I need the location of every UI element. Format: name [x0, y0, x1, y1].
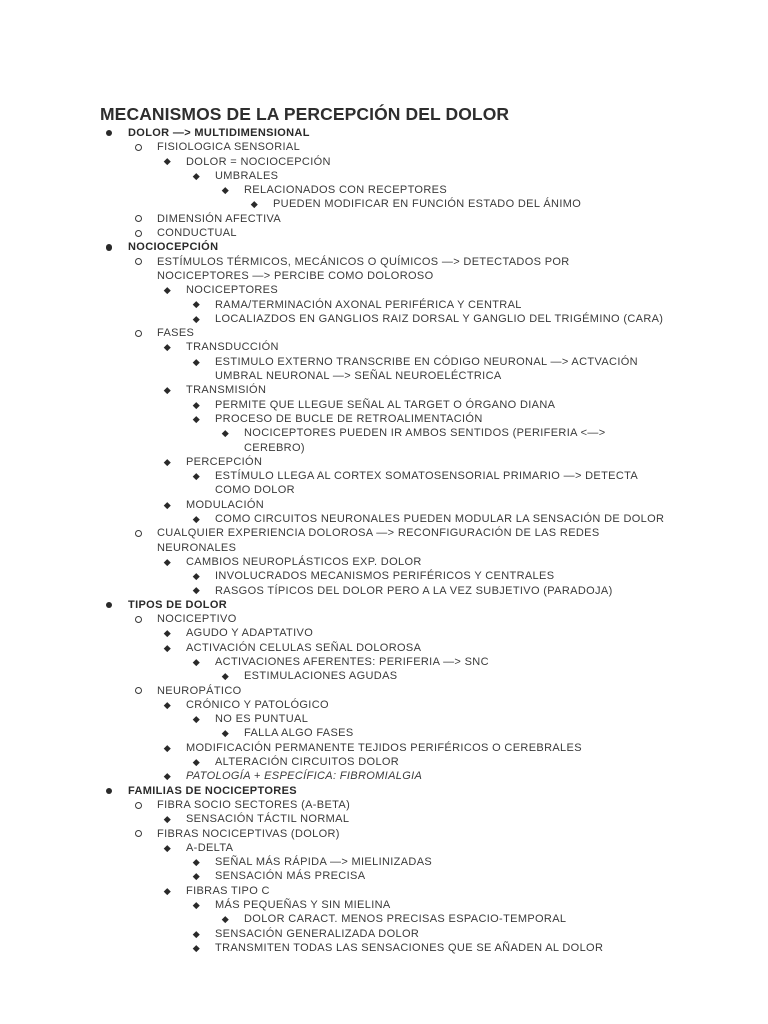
outline-item-continuation — [0, 541, 768, 555]
outline-item-text: DIMENSIÓN AFECTIVA — [157, 212, 282, 225]
outline-item — [0, 412, 768, 426]
outline-item-text: CAMBIOS NEUROPLÁSTICOS EXP. DOLOR — [186, 555, 422, 568]
outline-item — [0, 126, 768, 140]
outline-item — [0, 712, 768, 726]
outline-item-text: NO ES PUNTUAL — [215, 713, 309, 726]
outline-item — [0, 841, 768, 855]
outline-item-text: ALTERACIÓN CIRCUITOS DOLOR — [215, 756, 400, 769]
outline-item — [0, 726, 768, 740]
outline-item-text: TRANSDUCCIÓN — [186, 341, 279, 354]
outline-item — [0, 498, 768, 512]
outline-item-text: DOLOR = NOCIOCEPCIÓN — [186, 155, 331, 168]
outline-item-text: INVOLUCRADOS MECANISMOS PERIFÉRICOS Y CENTRALES — [215, 570, 555, 583]
diamond-bullet-icon — [162, 769, 172, 783]
outline-item-text: MÁS PEQUEÑAS Y SIN MIELINA — [215, 899, 391, 912]
outline-item-text: FIBRAS NOCICEPTIVAS (DOLOR) — [157, 827, 340, 840]
outline-item-text: A-DELTA — [186, 841, 234, 854]
outline-item-text: FASES — [157, 327, 195, 340]
outline-item — [0, 584, 768, 598]
outline-item-text: RASGOS TÍPICOS DEL DOLOR PERO A LA VEZ SUBJETIVO (PARADOJA) — [215, 584, 613, 597]
outline-item — [0, 812, 768, 826]
outline-item-text: FAMILIAS DE NOCICEPTORES — [128, 784, 297, 797]
outline-item-text: PATOLOGÍA + ESPECÍFICA: FIBROMIALGIA — [186, 770, 423, 783]
diamond-bullet-icon — [249, 197, 259, 211]
outline-item — [0, 912, 768, 926]
outline-item-text: RELACIONADOS CON RECEPTORES — [244, 184, 448, 197]
outline-item — [0, 426, 768, 440]
disc-bullet-icon — [104, 126, 114, 140]
outline-item — [0, 140, 768, 154]
diamond-bullet-icon — [220, 912, 230, 926]
outline-item — [0, 398, 768, 412]
document-title: MECANISMOS DE LA PERCEPCIÓN DEL DOLOR — [100, 104, 510, 124]
outline-item-text: ACTIVACIÓN CELULAS SEÑAL DOLOROSA — [186, 641, 422, 654]
outline-item-continuation-text: NEURONALES — [157, 541, 237, 554]
outline-item-text: NOCICEPTIVO — [157, 613, 237, 626]
outline-item — [0, 684, 768, 698]
outline-item-text: RAMA/TERMINACIÓN AXONAL PERIFÉRICA Y CENTRAL — [215, 298, 522, 311]
outline-item-text: TIPOS DE DOLOR — [128, 598, 228, 611]
outline-item-continuation — [0, 369, 768, 383]
diamond-bullet-icon — [191, 512, 201, 526]
outline-item — [0, 612, 768, 626]
outline-item-text: FALLA ALGO FASES — [244, 727, 354, 740]
circle-bullet-icon — [133, 526, 143, 540]
outline-item — [0, 298, 768, 312]
outline-item-text: ESTÍMULO LLEGA AL CORTEX SOMATOSENSORIAL PRIMARIO —> DETECTA — [215, 470, 639, 483]
outline-item — [0, 741, 768, 755]
outline-item-text: NEUROPÁTICO — [157, 684, 242, 697]
outline-item — [0, 555, 768, 569]
diamond-bullet-icon — [191, 412, 201, 426]
outline-item — [0, 598, 768, 612]
outline-item-text: FISIOLOGICA SENSORIAL — [157, 141, 301, 154]
outline-item-text: NOCICEPTORES — [186, 284, 279, 297]
diamond-bullet-icon — [162, 626, 172, 640]
diamond-bullet-icon — [191, 584, 201, 598]
outline-item-text: SENSACIÓN GENERALIZADA DOLOR — [215, 927, 420, 940]
diamond-bullet-icon — [162, 155, 172, 169]
diamond-bullet-icon — [191, 941, 201, 955]
outline-item-text: DOLOR —> MULTIDIMENSIONAL — [128, 127, 310, 139]
diamond-bullet-icon — [162, 455, 172, 469]
diamond-bullet-icon — [162, 812, 172, 826]
outline-item — [0, 941, 768, 955]
outline-item-continuation-text: CEREBRO) — [244, 441, 305, 454]
circle-bullet-icon — [133, 140, 143, 154]
outline-item — [0, 340, 768, 354]
outline-item — [0, 755, 768, 769]
diamond-bullet-icon — [191, 712, 201, 726]
diamond-bullet-icon — [191, 398, 201, 412]
diamond-bullet-icon — [191, 898, 201, 912]
outline-item-text: TRANSMITEN TODAS LAS SENSACIONES QUE SE AÑADEN AL DOLOR — [215, 941, 604, 954]
outline-item-text: COMO CIRCUITOS NEURONALES PUEDEN MODULAR LA SENSACIÓN DE DOLOR — [215, 513, 665, 526]
outline-item — [0, 641, 768, 655]
outline-item-text: DOLOR CARACT. MENOS PRECISAS ESPACIO-TEMPORAL — [244, 913, 567, 926]
diamond-bullet-icon — [162, 383, 172, 397]
diamond-bullet-icon — [191, 655, 201, 669]
outline-item — [0, 512, 768, 526]
outline-item — [0, 183, 768, 197]
diamond-bullet-icon — [191, 569, 201, 583]
outline-item — [0, 626, 768, 640]
outline-item-continuation-text: COMO DOLOR — [215, 484, 295, 497]
outline-item — [0, 669, 768, 683]
outline-item-text: MODIFICACIÓN PERMANENTE TEJIDOS PERIFÉRICOS O CEREBRALES — [186, 741, 582, 754]
diamond-bullet-icon — [191, 312, 201, 326]
circle-bullet-icon — [133, 612, 143, 626]
outline-item — [0, 226, 768, 240]
outline-item-continuation — [0, 269, 768, 283]
outline-item-text: PERMITE QUE LLEGUE SEÑAL AL TARGET O ÓRGANO DIANA — [215, 398, 556, 411]
outline-item — [0, 255, 768, 269]
outline-item-text: ACTIVACIONES AFERENTES: PERIFERIA —> SNC — [215, 655, 489, 668]
outline-item-text: NOCIOCEPCIÓN — [128, 241, 219, 254]
outline-item — [0, 283, 768, 297]
outline-item-text: CUALQUIER EXPERIENCIA DOLOROSA —> RECONFIGURACIÓN DE LAS REDES — [157, 527, 600, 540]
outline-item — [0, 869, 768, 883]
outline-item-text: PROCESO DE BUCLE DE RETROALIMENTACIÓN — [215, 412, 483, 425]
outline-item-text: MODULACIÓN — [186, 498, 265, 511]
outline-item — [0, 240, 768, 254]
diamond-bullet-icon — [220, 726, 230, 740]
diamond-bullet-icon — [220, 183, 230, 197]
outline-item — [0, 155, 768, 169]
outline-item — [0, 455, 768, 469]
diamond-bullet-icon — [191, 755, 201, 769]
outline-item-continuation — [0, 441, 768, 455]
outline-item — [0, 355, 768, 369]
outline-item-text: TRANSMISIÓN — [186, 384, 267, 397]
outline-item-continuation-text: UMBRAL NEURONAL —> SEÑAL NEUROELÉCTRICA — [215, 370, 502, 383]
outline-item-text: ESTIMULACIONES AGUDAS — [244, 670, 398, 683]
outline-item-text: SENSACIÓN MÁS PRECISA — [215, 870, 366, 883]
outline-item — [0, 827, 768, 841]
disc-bullet-icon — [104, 598, 114, 612]
outline-item — [0, 383, 768, 397]
outline-item — [0, 197, 768, 211]
outline-item — [0, 312, 768, 326]
circle-bullet-icon — [133, 212, 143, 226]
diamond-bullet-icon — [220, 669, 230, 683]
disc-bullet-icon — [104, 784, 114, 798]
diamond-bullet-icon — [191, 869, 201, 883]
outline-item-text: UMBRALES — [215, 169, 279, 182]
outline-item-text: AGUDO Y ADAPTATIVO — [186, 627, 314, 640]
circle-bullet-icon — [133, 827, 143, 841]
outline-item — [0, 569, 768, 583]
outline-item-text: FIBRA SOCIO SECTORES (A-BETA) — [157, 798, 351, 811]
outline-item — [0, 212, 768, 226]
outline-item — [0, 469, 768, 483]
outline-item-text: SEÑAL MÁS RÁPIDA —> MIELINIZADAS — [215, 856, 433, 869]
diamond-bullet-icon — [191, 927, 201, 941]
diamond-bullet-icon — [162, 340, 172, 354]
outline-item — [0, 884, 768, 898]
outline-item-text: NOCICEPTORES PUEDEN IR AMBOS SENTIDOS (PERIFERIA <—> — [244, 427, 606, 440]
circle-bullet-icon — [133, 326, 143, 340]
diamond-bullet-icon — [162, 498, 172, 512]
diamond-bullet-icon — [191, 169, 201, 183]
outline-item-text: CRÓNICO Y PATOLÓGICO — [186, 698, 329, 711]
outline-item-text: PERCEPCIÓN — [186, 455, 263, 468]
outline-item-continuation-text: NOCICEPTORES —> PERCIBE COMO DOLOROSO — [157, 269, 434, 282]
outline-item — [0, 655, 768, 669]
diamond-bullet-icon — [220, 426, 230, 440]
circle-bullet-icon — [133, 798, 143, 812]
outline-item — [0, 169, 768, 183]
outline-item — [0, 784, 768, 798]
diamond-bullet-icon — [162, 641, 172, 655]
outline-item-text: CONDUCTUAL — [157, 227, 237, 240]
outline-list — [0, 126, 768, 955]
diamond-bullet-icon — [162, 283, 172, 297]
outline-item-text: ESTIMULO EXTERNO TRANSCRIBE EN CÓDIGO NEURONAL —> ACTVACIÓN — [215, 355, 638, 368]
outline-item-continuation — [0, 483, 768, 497]
diamond-bullet-icon — [191, 298, 201, 312]
outline-item — [0, 769, 768, 783]
outline-item — [0, 526, 768, 540]
outline-item — [0, 698, 768, 712]
outline-item — [0, 898, 768, 912]
outline-item-text: ESTÍMULOS TÉRMICOS, MECÁNICOS O QUÍMICOS —> DETECTADOS POR — [157, 255, 570, 268]
outline-item-text: PUEDEN MODIFICAR EN FUNCIÓN ESTADO DEL ÁNIMO — [273, 198, 582, 211]
diamond-bullet-icon — [191, 355, 201, 369]
outline-item — [0, 326, 768, 340]
outline-item-text: FIBRAS TIPO C — [186, 884, 270, 897]
circle-bullet-icon — [133, 255, 143, 269]
diamond-bullet-icon — [162, 698, 172, 712]
diamond-bullet-icon — [191, 469, 201, 483]
circle-bullet-icon — [133, 226, 143, 240]
outline-item — [0, 798, 768, 812]
outline-item — [0, 855, 768, 869]
outline-item — [0, 927, 768, 941]
diamond-bullet-icon — [191, 855, 201, 869]
outline-item-text: LOCALIAZDOS EN GANGLIOS RAIZ DORSAL Y GANGLIO DEL TRIGÉMINO (CARA) — [215, 312, 664, 325]
diamond-bullet-icon — [162, 841, 172, 855]
disc-bullet-icon — [104, 240, 114, 254]
outline-item-text: SENSACIÓN TÁCTIL NORMAL — [186, 813, 350, 826]
diamond-bullet-icon — [162, 741, 172, 755]
circle-bullet-icon — [133, 684, 143, 698]
diamond-bullet-icon — [162, 555, 172, 569]
diamond-bullet-icon — [162, 884, 172, 898]
